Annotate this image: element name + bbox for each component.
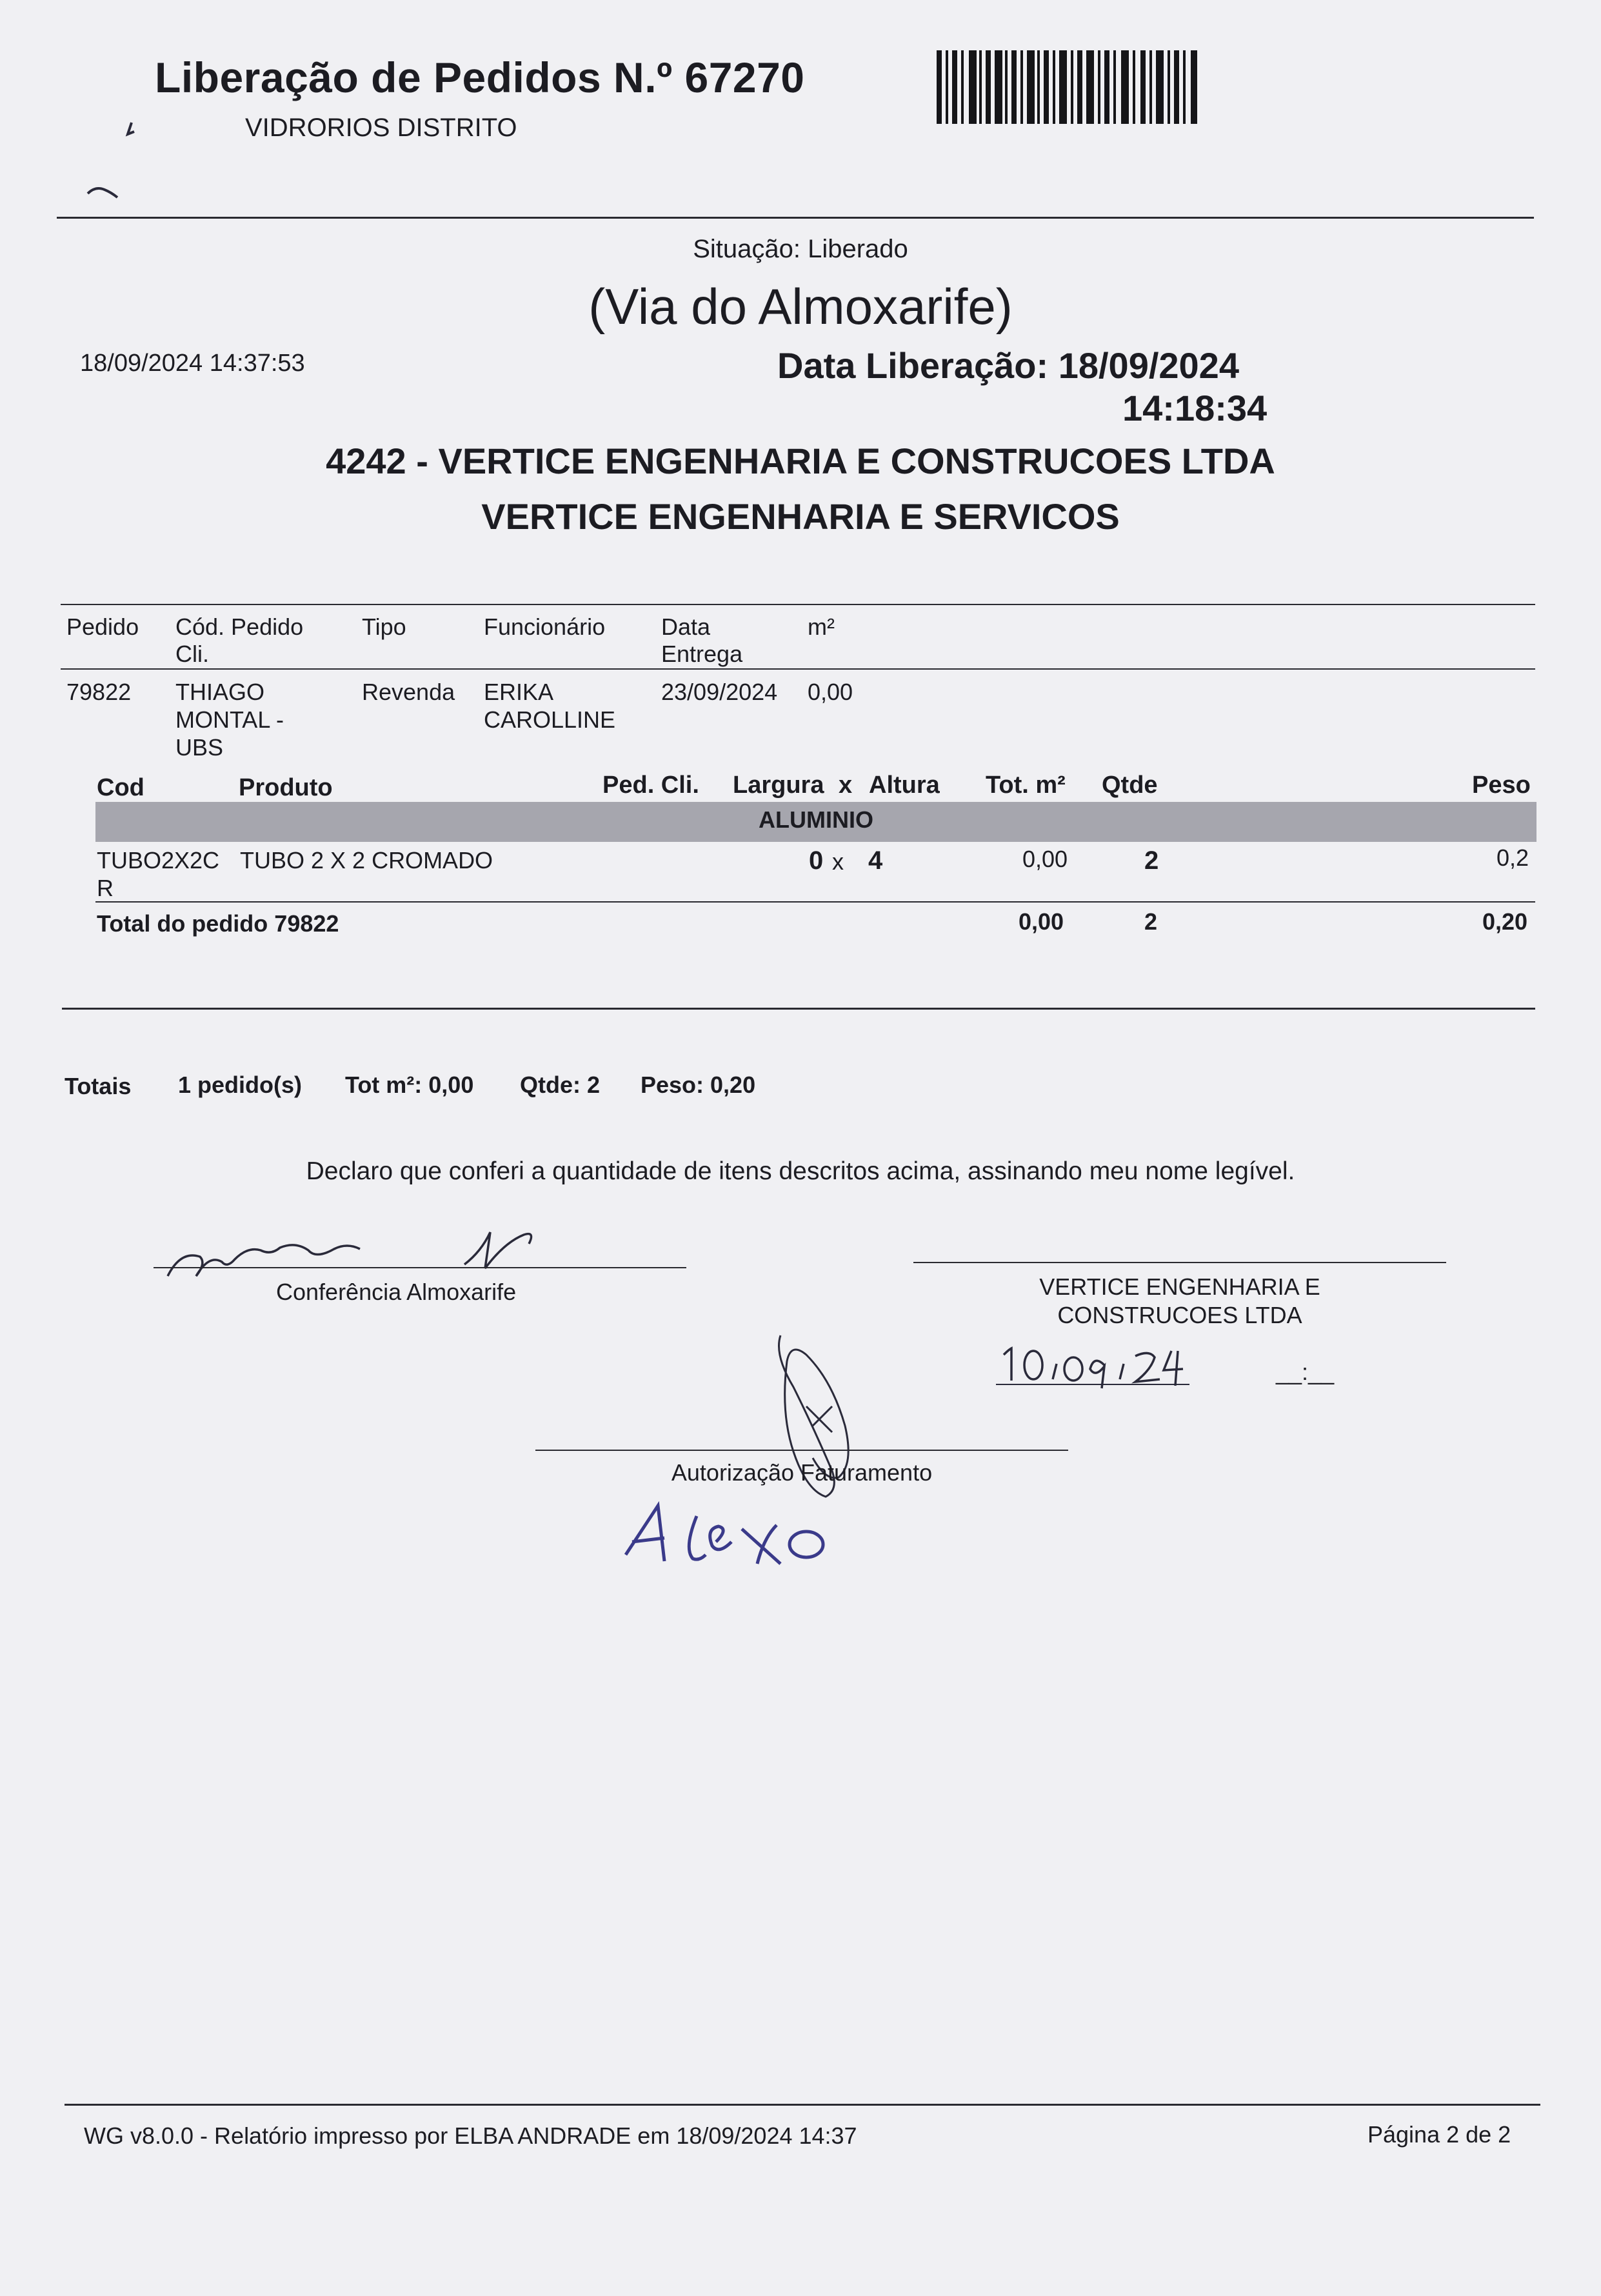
- col-header-ped-cli: Ped. Cli.: [602, 772, 699, 799]
- order-total-m2: 0,00: [1019, 908, 1064, 935]
- col-header-pedido: Pedido: [66, 614, 139, 640]
- client-order-code: THIAGO: [175, 679, 265, 705]
- totals-qtde: Qtde: 2: [520, 1072, 601, 1098]
- autorizacao-label: Autorização Faturamento: [671, 1459, 933, 1486]
- product-tot-m2: 0,00: [1022, 846, 1068, 872]
- time-blank: __:__: [1276, 1359, 1335, 1385]
- order-total-peso: 0,20: [1482, 908, 1528, 935]
- order-total-label: Total do pedido 79822: [97, 910, 339, 937]
- col-header-data: Data: [661, 614, 711, 640]
- document-title: Liberação de Pedidos N.º 67270: [155, 54, 805, 101]
- order-type: Revenda: [362, 679, 455, 705]
- product-code: TUBO2X2C: [97, 847, 220, 873]
- col-header-x: x: [839, 772, 853, 799]
- col-header-produto: Produto: [239, 774, 333, 801]
- signature-line-conferencia: [154, 1267, 686, 1268]
- pen-mark: [84, 116, 135, 213]
- declaration-text: Declaro que conferi a quantidade de itens descritos acima, assinando meu nome legível.: [306, 1157, 1295, 1185]
- col-header-cod: Cod: [97, 774, 144, 801]
- company-name: VIDRORIOS DISTRITO: [245, 114, 517, 142]
- col-header-cod-pedido: Cód. Pedido: [175, 614, 304, 640]
- product-x: x: [832, 848, 844, 875]
- order-total-qtde: 2: [1144, 908, 1158, 935]
- delivery-date: 23/09/2024: [661, 679, 778, 705]
- group-label: ALUMINIO: [759, 806, 873, 833]
- table-header-rule: [61, 668, 1535, 670]
- header-divider: [57, 217, 1534, 219]
- status-text: Situação: Liberado: [693, 235, 908, 263]
- order-m2: 0,00: [808, 679, 853, 705]
- company-signature-label-1: VERTICE ENGENHARIA E: [1039, 1273, 1320, 1300]
- printed-at: 18/09/2024 14:37:53: [80, 350, 305, 377]
- conferencia-label: Conferência Almoxarife: [276, 1279, 517, 1305]
- product-code-2: R: [97, 875, 114, 901]
- employee-name-2: CAROLLINE: [484, 706, 616, 733]
- footer-rule: [65, 2104, 1540, 2106]
- col-header-peso: Peso: [1472, 772, 1531, 799]
- product-qtde: 2: [1144, 846, 1159, 875]
- product-peso: 0,2: [1497, 844, 1529, 871]
- footer-print-info: WG v8.0.0 - Relatório impresso por ELBA ANDRADE em 18/09/2024 14:37: [84, 2122, 857, 2149]
- order-total-rule: [95, 901, 1535, 903]
- col-header-cod-pedido-2: Cli.: [175, 641, 209, 667]
- col-header-altura: Altura: [869, 772, 940, 799]
- company-signature-label-2: CONSTRUCOES LTDA: [1057, 1302, 1302, 1328]
- order-number: 79822: [66, 679, 132, 705]
- totals-orders: 1 pedido(s): [178, 1072, 303, 1098]
- totals-label: Totais: [65, 1073, 132, 1099]
- col-header-funcionario: Funcionário: [484, 614, 606, 640]
- signature-line-autorizacao: [535, 1450, 1068, 1451]
- col-header-largura: Largura: [733, 772, 824, 799]
- client-name: 4242 - VERTICE ENGENHARIA E CONSTRUCOES LTDA: [326, 441, 1275, 481]
- client-order-code-2: MONTAL -: [175, 706, 284, 733]
- table-top-rule: [61, 604, 1535, 605]
- section-divider: [62, 1008, 1535, 1010]
- totals-peso: Peso: 0,20: [641, 1072, 756, 1098]
- product-width: 0: [809, 846, 824, 875]
- product-name: TUBO 2 X 2 CROMADO: [240, 847, 493, 873]
- col-header-tipo: Tipo: [362, 614, 406, 640]
- col-header-tot-m2: Tot. m²: [986, 772, 1066, 799]
- col-header-entrega: Entrega: [661, 641, 743, 667]
- release-time: 14:18:34: [1122, 388, 1268, 428]
- employee-name: ERIKA: [484, 679, 554, 705]
- client-order-code-3: UBS: [175, 734, 224, 761]
- signature-line-company: [913, 1262, 1446, 1263]
- product-height: 4: [868, 846, 883, 875]
- client-trade-name: VERTICE ENGENHARIA E SERVICOS: [481, 496, 1120, 537]
- col-header-qtde: Qtde: [1102, 772, 1158, 799]
- page-number: Página 2 de 2: [1367, 2121, 1511, 2148]
- barcode: [937, 50, 1197, 124]
- col-header-m2: m²: [808, 614, 835, 640]
- totals-m2: Tot m²: 0,00: [345, 1072, 474, 1098]
- release-date: Data Liberação: 18/09/2024: [777, 345, 1239, 386]
- copy-label: (Via do Almoxarife): [588, 278, 1013, 335]
